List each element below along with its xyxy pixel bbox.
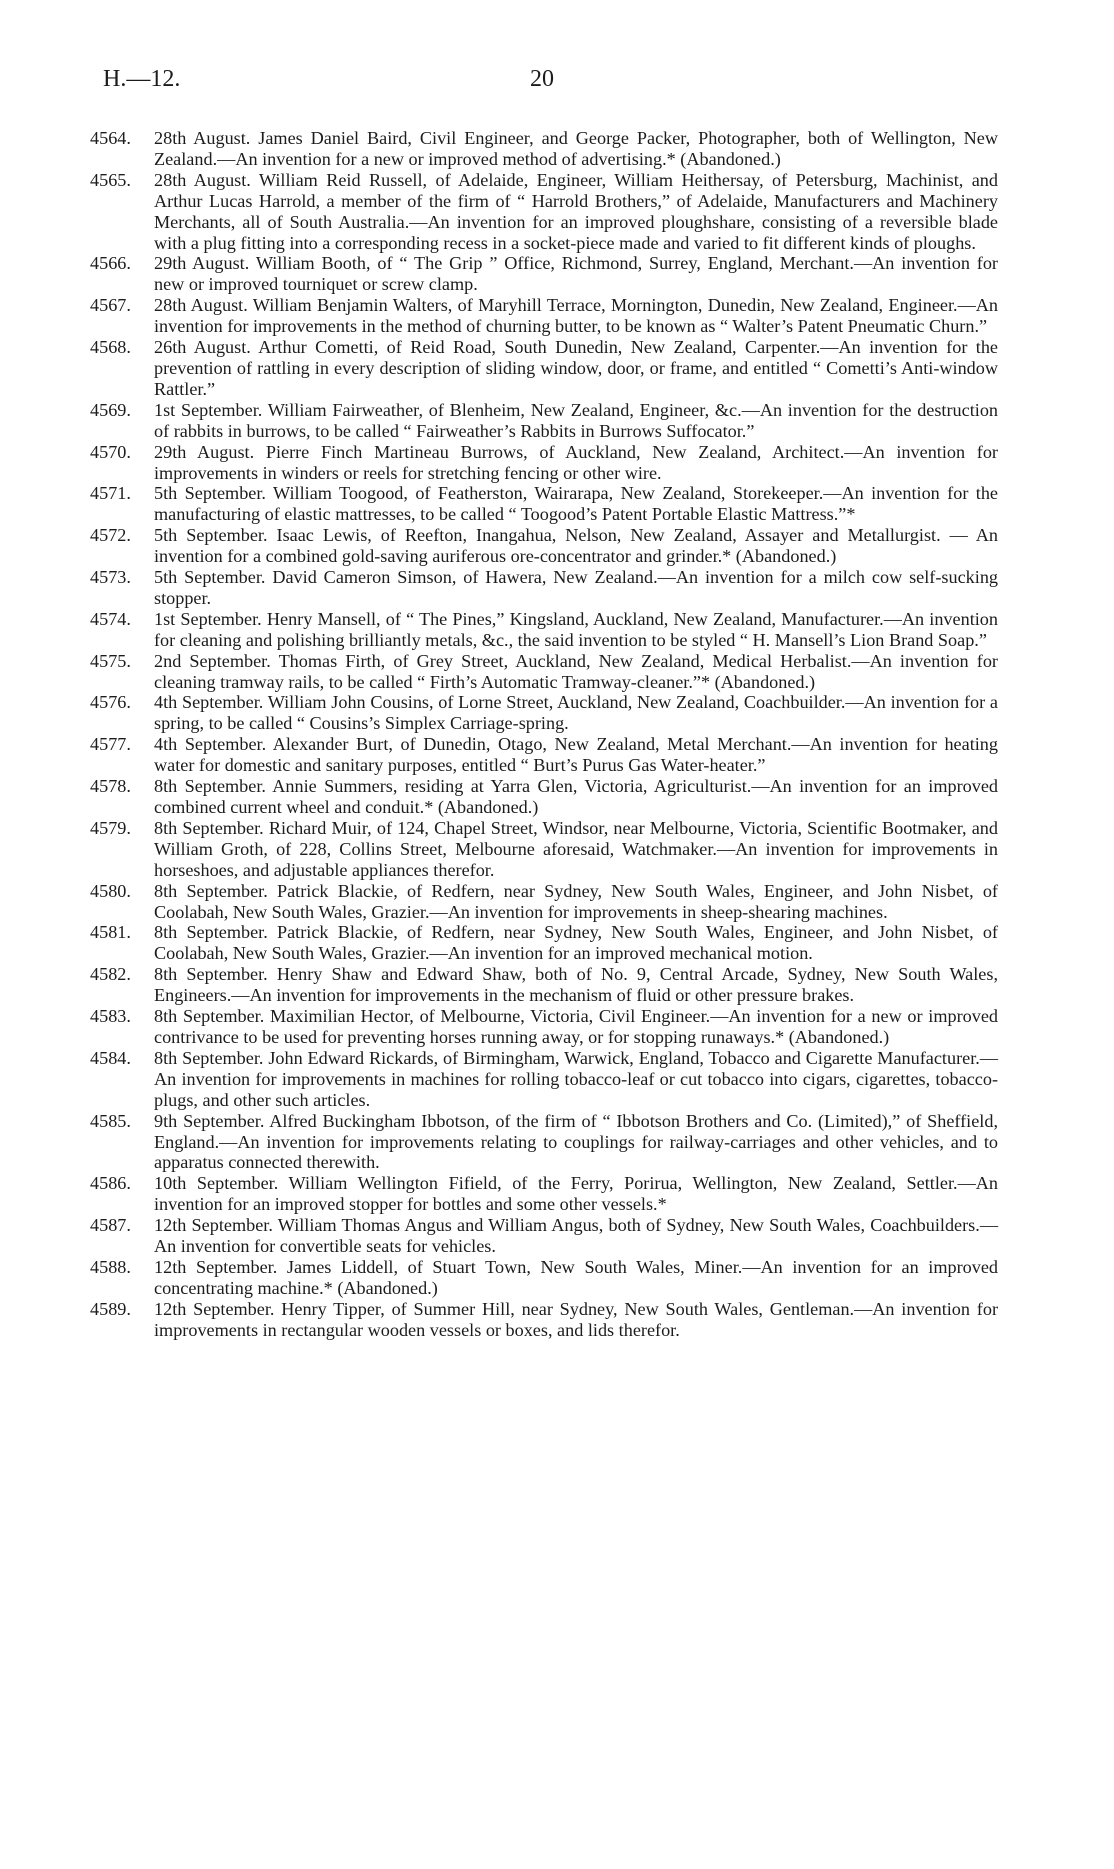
entry-applicants: William Fairweather, of Blenheim, New Zealand, Engineer, &c. — [267, 399, 742, 420]
patent-entry — [90, 609, 998, 651]
entry-date: 28th August. — [154, 295, 253, 316]
entry-description: —An invention for an improved ploughshare, consisting of a reversible blade with a plug fitting into a corresponding recess in a socket-piece made and varied to fit different kinds of ploughs. — [154, 211, 998, 253]
entry-description: —An invention for improvements in winders or reels for stretching fencing or other wire. — [154, 441, 998, 483]
patent-entry — [90, 567, 998, 609]
entry-applicants: William Thomas Angus and William Angus, both of Sydney, New South Wales, Coachbuilders. — [277, 1215, 980, 1236]
entry-applicants: Henry Tipper, of Summer Hill, near Sydney, New South Wales, Gentleman. — [281, 1298, 855, 1319]
patent-entry — [90, 1215, 998, 1257]
entry-description: —An invention for a milch cow self-sucking stopper. — [154, 567, 999, 608]
entry-date: 9th September. — [154, 1110, 270, 1131]
entry-date: 29th August. — [154, 441, 266, 462]
entry-number: 4578. — [90, 776, 131, 797]
patent-entry — [90, 692, 998, 734]
entry-description: —An invention for improvements in sheep-shearing machines. — [429, 901, 888, 922]
entry-description: —An invention for cleaning and polishing brilliantly metals, &c., the said invention to be styled “ H. Mansell’s Lion Brand Soap.” — [154, 608, 998, 650]
entry-description: —An invention for new or improved tourniquet or screw clamp. — [154, 253, 998, 295]
page-header — [0, 66, 1114, 106]
entry-number: 4568. — [90, 337, 131, 358]
entry-number: 4569. — [90, 399, 131, 420]
patent-entry — [90, 1048, 998, 1111]
entry-applicants: Henry Shaw and Edward Shaw, both of No. 9, Central Arcade, Sydney, New South Wales, Engineers. — [154, 964, 998, 1006]
entry-description: —An invention for an improved stopper for bottles and some other vessels.* — [154, 1173, 998, 1215]
entry-applicants: Alfred Buckingham Ibbotson, of the firm of “ Ibbotson Brothers and Co. (Limited),” of Sheffield, England. — [154, 1110, 998, 1152]
entry-applicants: William Reid Russell, of Adelaide, Engineer, William Heithersay, of Petersburg, Machinist, and Arthur Lucas Harrold, a member of the firm of “ Harrold Brothers,” of Adelaide, Manufacturers and Machinery Merchants, all of South Australia. — [154, 169, 998, 232]
entry-number: 4572. — [90, 525, 131, 546]
patent-entry — [90, 295, 998, 337]
entry-number: 4571. — [90, 483, 131, 504]
entry-number: 4566. — [90, 253, 131, 274]
entry-date: 5th September. — [154, 483, 274, 504]
entry-description: —An invention for an improved mechanical motion. — [429, 943, 813, 964]
entry-date: 26th August. — [154, 337, 259, 358]
entry-date: 8th September. — [154, 817, 269, 838]
entry-applicants: Alexander Burt, of Dunedin, Otago, New Zealand, Metal Merchant. — [272, 734, 792, 755]
entry-description: —An invention for heating water for domestic and sanitary purposes, entitled “ Burt’s Purus Gas Water-heater.” — [154, 734, 998, 776]
entry-date: 12th September. — [154, 1256, 287, 1277]
page-number: 20 — [530, 66, 554, 92]
entry-description: —An invention for improvements relating to couplings for railway-carriages and other vehicles, and to apparatus connected therewith. — [154, 1131, 998, 1173]
patent-entry — [90, 1111, 998, 1174]
patent-entry — [90, 818, 998, 881]
patent-entry — [90, 776, 998, 818]
entry-number: 4575. — [90, 650, 131, 671]
patent-entry — [90, 922, 998, 964]
entry-date: 29th August. — [154, 253, 256, 274]
entry-number: 4574. — [90, 608, 131, 629]
entry-date: 5th September. — [154, 525, 277, 546]
entry-description: — An invention for a combined gold-saving auriferous ore-concentrator and grinder.* (Abandoned.) — [154, 525, 998, 567]
entry-applicants: James Liddell, of Stuart Town, New South Wales, Miner. — [286, 1256, 743, 1277]
patent-entry — [90, 1006, 998, 1048]
entry-number: 4584. — [90, 1047, 131, 1068]
patent-entry — [90, 253, 998, 295]
entry-description: —An invention for cleaning tramway rails, to be called “ Firth’s Automatic Tramway-cleaner.”* (Abandoned.) — [154, 650, 998, 692]
patent-entry — [90, 964, 998, 1006]
entry-date: 8th September. — [154, 880, 277, 901]
entry-applicants: David Cameron Simson, of Hawera, New Zealand. — [272, 567, 658, 588]
entry-description: —An invention for improvements in machines for rolling tobacco-leaf or cut tobacco into cigars, cigarettes, tobacco-plugs, and other such articles. — [154, 1047, 998, 1110]
entry-date: 12th September. — [154, 1298, 282, 1319]
entry-number: 4579. — [90, 817, 131, 838]
patent-entry — [90, 442, 998, 484]
entry-description: —An invention for an improved combined current wheel and conduit.* (Abandoned.) — [154, 776, 998, 817]
entry-date: 4th September. — [154, 734, 273, 755]
entry-number: 4586. — [90, 1173, 131, 1194]
patent-entry — [90, 651, 998, 693]
patent-entry — [90, 400, 998, 442]
entry-date: 1st September. — [154, 399, 268, 420]
entry-applicants: Isaac Lewis, of Reefton, Inangahua, Nelson, New Zealand, Assayer and Metallurgist. — [276, 525, 941, 546]
entry-applicants: Pierre Finch Martineau Burrows, of Auckland, New Zealand, Architect. — [265, 441, 845, 462]
entry-date: 5th September. — [154, 567, 273, 588]
entry-description: —An invention for improvements in rectangular wooden vessels or boxes, and lids therefor. — [154, 1298, 998, 1340]
entry-applicants: Maximilian Hector, of Melbourne, Victoria, Civil Engineer. — [269, 1006, 711, 1027]
patent-entry — [90, 337, 998, 400]
entry-date: 1st September. — [154, 608, 267, 629]
entry-applicants: James Daniel Baird, Civil Engineer, and George Packer, Photographer, both of Wellington, New Zealand. — [154, 128, 998, 169]
entry-applicants: William Booth, of “ The Grip ” Office, Richmond, Surrey, England, Merchant. — [255, 253, 854, 274]
patent-entry — [90, 734, 998, 776]
entry-description: —An invention for improvements in horseshoes, and adjustable appliances therefor. — [154, 838, 998, 880]
entry-applicants: William Wellington Fifield, of the Ferry, Porirua, Wellington, New Zealand, Settler. — [288, 1173, 958, 1194]
entry-applicants: William Toogood, of Featherston, Wairarapa, New Zealand, Storekeeper. — [273, 483, 824, 504]
entry-applicants: William Benjamin Walters, of Maryhill Terrace, Mornington, Dunedin, New Zealand, Engineer. — [252, 295, 958, 316]
entry-applicants: William John Cousins, of Lorne Street, Auckland, New Zealand, Coachbuilder. — [267, 692, 846, 713]
entry-description: —An invention for an improved concentrating machine.* (Abandoned.) — [154, 1256, 998, 1298]
patent-entry — [90, 1173, 998, 1215]
entry-number: 4564. — [90, 128, 131, 148]
entry-applicants: Arthur Cometti, of Reid Road, South Dunedin, New Zealand, Carpenter. — [258, 337, 821, 358]
entry-applicants: Thomas Firth, of Grey Street, Auckland, New Zealand, Medical Herbalist. — [278, 650, 852, 671]
entry-number: 4582. — [90, 964, 131, 985]
entry-date: 8th September. — [154, 1006, 270, 1027]
entry-date: 28th August. — [154, 128, 259, 148]
entry-description: —An invention for the manufacturing of elastic mattresses, to be called “ Toogood’s Patent Portable Elastic Mattress.”* — [154, 483, 999, 525]
patent-entry — [90, 881, 998, 923]
entry-date: 2nd September. — [154, 650, 279, 671]
entry-date: 10th September. — [154, 1173, 289, 1194]
entry-applicants: Patrick Blackie, of Redfern, near Sydney, New South Wales, Engineer, and John Nisbet, of Coolabah, New South Wales, Grazier. — [154, 922, 998, 964]
patent-entry — [90, 1257, 998, 1299]
entry-description: —An invention for convertible seats for vehicles. — [154, 1215, 998, 1257]
entry-description: —An invention for improvements in the mechanism of fluid or other pressure brakes. — [231, 985, 855, 1006]
entry-number: 4577. — [90, 734, 131, 755]
entry-number: 4589. — [90, 1298, 131, 1319]
entry-number: 4567. — [90, 295, 131, 316]
entry-date: 4th September. — [154, 692, 268, 713]
entry-description: —An invention for the destruction of rabbits in burrows, to be called “ Fairweather’s Rabbits in Burrows Suffocator.” — [154, 399, 999, 441]
patent-entries-list — [90, 128, 998, 1341]
entry-number: 4581. — [90, 922, 131, 943]
entry-applicants: Annie Summers, residing at Yarra Glen, Victoria, Agriculturist. — [272, 776, 752, 797]
entry-number: 4580. — [90, 880, 131, 901]
entry-applicants: Patrick Blackie, of Redfern, near Sydney, New South Wales, Engineer, and John Nisbet, of Coolabah, New South Wales, Grazier. — [154, 880, 998, 922]
entry-date: 28th August. — [154, 169, 259, 190]
entry-number: 4573. — [90, 567, 131, 588]
document-reference: H.—12. — [103, 66, 181, 92]
entry-description: —An invention for a new or improved method of advertising.* (Abandoned.) — [217, 148, 781, 169]
entry-number: 4588. — [90, 1256, 131, 1277]
entry-applicants: John Edward Rickards, of Birmingham, Warwick, England, Tobacco and Cigarette Manufacturer. — [268, 1047, 980, 1068]
entry-number: 4585. — [90, 1110, 131, 1131]
entry-description: —An invention for a spring, to be called “ Cousins’s Simplex Carriage-spring. — [154, 692, 999, 734]
entry-number: 4576. — [90, 692, 131, 713]
entry-number: 4587. — [90, 1215, 131, 1236]
patent-entry — [90, 128, 998, 170]
entry-date: 8th September. — [154, 964, 277, 985]
patent-entry — [90, 483, 998, 525]
entry-description: —An invention for improvements in the method of churning butter, to be known as “ Walter’s Patent Pneumatic Churn.” — [154, 295, 998, 337]
entry-number: 4583. — [90, 1006, 131, 1027]
entry-date: 8th September. — [154, 1047, 269, 1068]
patent-entry — [90, 525, 998, 567]
entry-date: 8th September. — [154, 922, 277, 943]
entry-applicants: Henry Mansell, of “ The Pines,” Kingsland, Auckland, New Zealand, Manufacturer. — [266, 608, 884, 629]
entry-date: 8th September. — [154, 776, 273, 797]
entry-applicants: Richard Muir, of 124, Chapel Street, Windsor, near Melbourne, Victoria, Scientific Bootmaker, and William Groth, of 228, Collins Street, Melbourne aforesaid, Watchmaker. — [154, 817, 998, 859]
patent-entry — [90, 1299, 998, 1341]
entry-number: 4570. — [90, 441, 131, 462]
entry-description: —An invention for the prevention of rattling in every description of sliding window, door, or frame, and entitled “ Cometti’s Anti-window Rattler.” — [154, 337, 998, 399]
entry-date: 12th September. — [154, 1215, 278, 1236]
entry-number: 4565. — [90, 169, 131, 190]
entry-description: —An invention for a new or improved contrivance to be used for preventing horses running away, or for stopping runaways.* (Abandoned.) — [154, 1006, 998, 1047]
patent-entry — [90, 170, 998, 254]
